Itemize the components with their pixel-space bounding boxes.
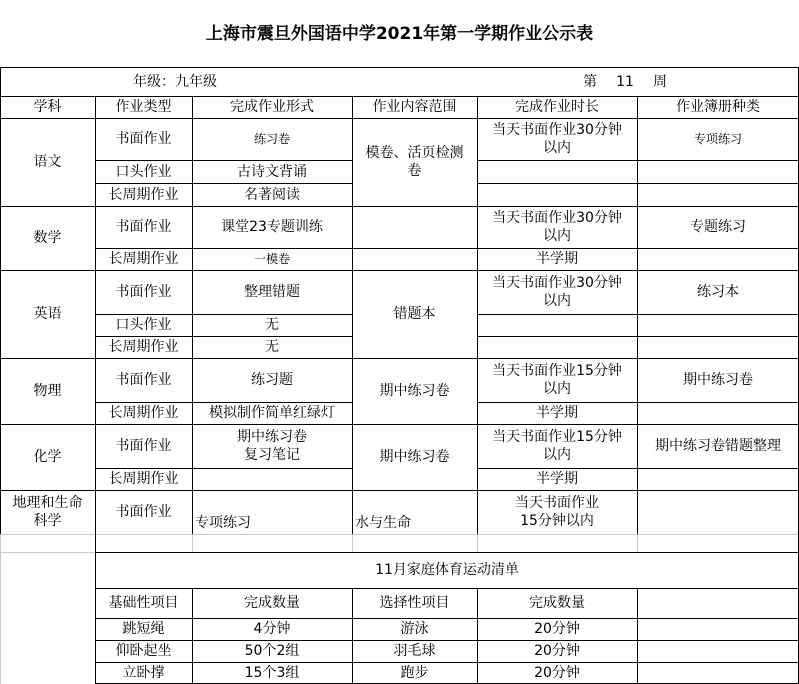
header-book: 作业簿册种类 <box>676 99 760 115</box>
hw-type: 书面作业 <box>115 504 172 520</box>
hw-scope: 水与生命 <box>355 515 411 531</box>
grid-line <box>352 534 353 552</box>
grid-line <box>95 662 799 663</box>
hw-duration: 当天书面作业30分钟 以内 <box>492 275 622 309</box>
grid-line <box>352 96 353 534</box>
hw-duration: 当天书面作业15分钟 以内 <box>492 363 622 397</box>
header-form: 完成作业形式 <box>230 99 314 115</box>
header-scope: 作业内容范围 <box>372 99 457 115</box>
grid-line <box>192 534 193 552</box>
grid-line <box>0 534 799 535</box>
pe-cell: 20分钟 <box>534 643 580 659</box>
week-prefix: 第 <box>583 73 597 90</box>
subject-geo-bio: 地理和生命 科学 <box>12 495 83 529</box>
grid-line <box>95 640 799 641</box>
hw-form: 课堂23专题训练 <box>221 219 323 235</box>
grid-line <box>477 160 799 161</box>
pe-cell: 20分钟 <box>534 621 580 637</box>
hw-type: 长周期作业 <box>108 405 179 421</box>
grid-line <box>0 67 799 68</box>
hw-form: 专项练习 <box>195 515 251 531</box>
grid-line <box>477 402 799 403</box>
hw-form: 一模卷 <box>253 252 290 266</box>
hw-duration: 当天书面作业 15分钟以内 <box>515 495 599 529</box>
grid-line <box>0 424 799 425</box>
subject-chinese: 语文 <box>33 154 62 170</box>
grid-line <box>477 248 799 249</box>
hw-form: 无 <box>265 339 279 355</box>
grid-line <box>95 160 352 161</box>
hw-type: 长周期作业 <box>108 186 179 203</box>
grid-line <box>0 552 95 553</box>
grid-line <box>637 588 638 684</box>
grid-line <box>477 588 478 684</box>
grid-line <box>95 552 799 553</box>
grid-line <box>95 314 352 315</box>
pe-cell: 15个3组 <box>244 665 300 681</box>
grid-line <box>95 588 799 589</box>
hw-type: 书面作业 <box>115 131 172 147</box>
hw-form: 无 <box>265 317 279 333</box>
header-subject: 学科 <box>33 99 62 115</box>
hw-type: 长周期作业 <box>108 471 179 487</box>
pe-cell: 仰卧起坐 <box>115 643 172 659</box>
grid-line <box>95 618 799 619</box>
subject-english: 英语 <box>33 306 62 322</box>
grid-line <box>477 314 799 315</box>
pe-header: 完成数量 <box>529 595 585 611</box>
grid-line <box>95 534 96 684</box>
hw-form: 整理错题 <box>244 284 300 300</box>
subject-math: 数学 <box>33 230 62 246</box>
hw-duration: 当天书面作业30分钟 以内 <box>492 210 622 244</box>
grid-line <box>477 468 799 469</box>
hw-scope: 模卷、活页检测 卷 <box>365 145 464 179</box>
pe-cell: 跳短绳 <box>122 621 165 637</box>
hw-duration: 半学期 <box>536 251 578 267</box>
grid-line <box>477 96 478 534</box>
week-suffix: 周 <box>653 73 667 90</box>
grid-line <box>0 270 799 271</box>
hw-book: 练习本 <box>697 284 739 300</box>
grid-line <box>477 336 799 337</box>
pe-cell: 游泳 <box>400 621 429 637</box>
grid-line <box>192 588 193 684</box>
grid-line <box>95 248 352 249</box>
grid-line <box>95 468 352 469</box>
pe-cell: 立卧撑 <box>122 665 165 681</box>
grid-line <box>352 588 353 684</box>
header-duration: 完成作业时长 <box>515 99 599 115</box>
pe-cell: 跑步 <box>400 665 429 681</box>
hw-book: 专题练习 <box>690 219 746 235</box>
grid-line <box>0 534 1 684</box>
week-number: 11 <box>616 73 634 90</box>
hw-duration: 当天书面作业15分钟 以内 <box>492 429 622 463</box>
header-type: 作业类型 <box>115 99 172 115</box>
grid-line <box>0 67 1 534</box>
hw-book: 专项练习 <box>693 132 742 146</box>
hw-scope: 期中练习卷 <box>379 449 450 465</box>
hw-book: 期中练习卷 <box>683 372 753 388</box>
grid-line <box>0 490 799 491</box>
grid-line <box>0 206 799 207</box>
hw-type: 书面作业 <box>115 438 172 454</box>
hw-form: 名著阅读 <box>244 186 300 203</box>
hw-form: 练习题 <box>251 372 293 388</box>
hw-duration: 半学期 <box>536 471 578 487</box>
hw-type: 书面作业 <box>115 372 172 388</box>
grid-line <box>0 96 799 97</box>
hw-duration: 当天书面作业30分钟 以内 <box>492 122 622 156</box>
grid-line <box>95 183 352 184</box>
grid-line <box>95 402 352 403</box>
hw-form: 期中练习卷 复习笔记 <box>237 429 307 463</box>
grid-line <box>0 118 799 119</box>
pe-header: 选择性项目 <box>379 595 450 611</box>
hw-form: 古诗文背诵 <box>237 163 307 180</box>
hw-book: 期中练习卷错题整理 <box>655 438 781 454</box>
grid-line <box>0 358 799 359</box>
hw-scope: 期中练习卷 <box>379 383 450 399</box>
subject-physics: 物理 <box>33 383 62 399</box>
hw-scope: 错题本 <box>393 306 436 322</box>
hw-form: 模拟制作简单红绿灯 <box>209 405 335 421</box>
grade-label: 年级：九年级 <box>133 73 217 90</box>
hw-type: 书面作业 <box>115 219 172 235</box>
pe-cell: 20分钟 <box>534 665 580 681</box>
grid-line <box>192 96 193 534</box>
grid-line <box>95 336 352 337</box>
pe-header: 完成数量 <box>244 595 300 611</box>
grid-line <box>352 248 477 249</box>
pe-header: 基础性项目 <box>108 595 179 611</box>
pe-cell: 4分钟 <box>253 621 291 637</box>
grid-line <box>477 183 799 184</box>
pe-cell: 羽毛球 <box>393 643 436 659</box>
subject-chemistry: 化学 <box>33 449 62 465</box>
hw-type: 口头作业 <box>115 317 172 333</box>
pe-cell: 50个2组 <box>244 643 300 659</box>
hw-form: 练习卷 <box>253 132 290 146</box>
hw-type: 长周期作业 <box>108 251 179 267</box>
hw-type: 书面作业 <box>115 284 172 300</box>
hw-type: 口头作业 <box>115 163 172 180</box>
page-title: 上海市震旦外国语中学2021年第一学期作业公示表 <box>205 23 594 44</box>
grid-line <box>637 96 638 534</box>
grid-line <box>637 534 638 552</box>
hw-type: 长周期作业 <box>108 339 179 355</box>
grid-line <box>477 534 478 552</box>
grid-line <box>95 96 96 534</box>
pe-title: 11月家庭体育运动清单 <box>375 562 519 578</box>
hw-duration: 半学期 <box>536 405 578 421</box>
